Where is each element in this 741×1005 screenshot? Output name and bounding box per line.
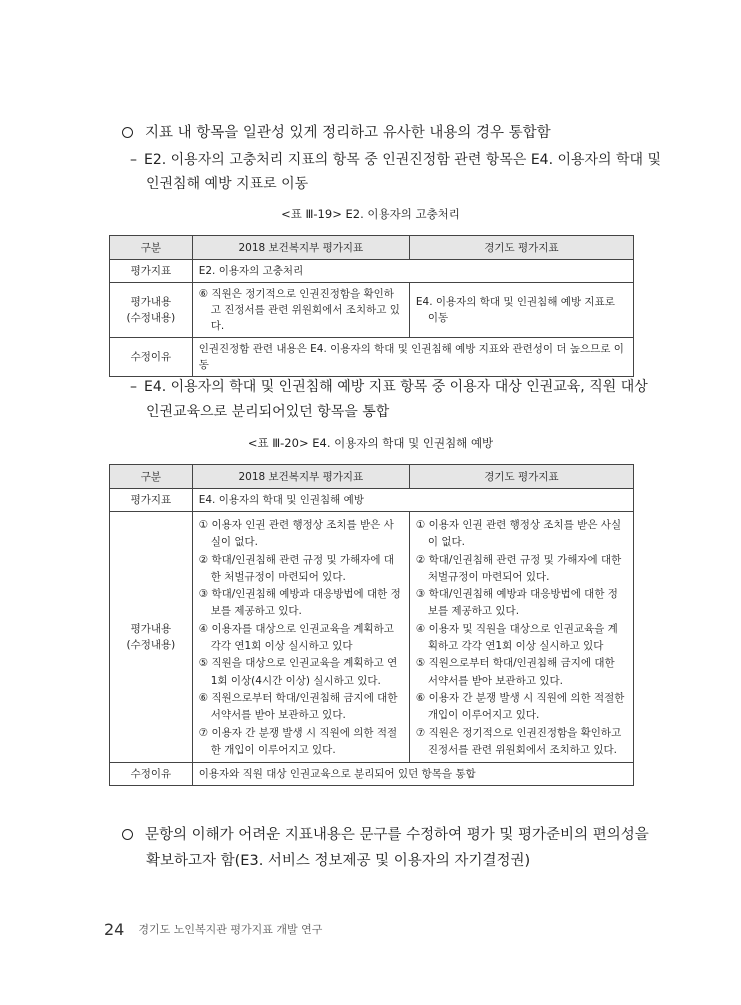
- list-item: ① 이용자 인권 관련 행정상 조치를 받은 사실이 없다.: [198, 519, 394, 549]
- header-category: 구분: [110, 236, 193, 260]
- list-item: ④ 이용자 및 직원을 대상으로 인권교육을 계획하고 각각 연1회 이상 실시하고 있다: [415, 622, 618, 653]
- row-label: [110, 512, 193, 763]
- table-row: [110, 338, 634, 377]
- circle-bullet-icon: [122, 127, 133, 138]
- row-label: 수정이유: [110, 763, 193, 786]
- content-left: [192, 512, 409, 763]
- bullet-item: [122, 123, 551, 143]
- row-value: 인권진정함 관련 내용은 E4. 이용자의 학대 및 인권침해 예방 지표와 관련성이 더 높으므로 이동: [192, 338, 633, 377]
- table-caption: <표 Ⅲ-19> E2. 이용자의 고충처리: [281, 207, 460, 221]
- bullet-text: 문항의 이해가 어려운 지표내용은 문구를 수정하여 평가 및 평가준비의 편의성을: [145, 827, 649, 843]
- dash-item-continuation: 인권침해 예방 지표로 이동: [146, 176, 309, 192]
- list-item: E4. 이용자의 학대 및 인권침해 예방 지표로 이동: [415, 296, 615, 324]
- table-row: [110, 763, 634, 786]
- row-value: E2. 이용자의 고충처리: [192, 260, 633, 283]
- bullet-item: [122, 825, 649, 845]
- table-header-row: [110, 236, 634, 260]
- page-footer: [104, 920, 322, 939]
- dash-marker: –: [130, 152, 137, 168]
- table-e4: [109, 464, 634, 786]
- header-gyeonggi: 경기도 평가지표: [409, 465, 633, 489]
- dash-marker: –: [130, 379, 137, 395]
- table-row: [110, 283, 634, 338]
- document-title: 경기도 노인복지관 평가지표 개발 연구: [138, 923, 323, 936]
- dash-text: E4. 이용자의 학대 및 인권침해 예방 지표 항목 중 이용자 대상 인권교육, 직원 대상: [144, 379, 648, 395]
- list-item: ⑥ 직원으로부터 학대/인권침해 금지에 대한 서약서를 받아 보관하고 있다.: [198, 691, 398, 722]
- dash-item-continuation: 인권교육으로 분리되어있던 항목을 통합: [146, 404, 390, 420]
- row-label-line: 평가내용: [130, 296, 172, 308]
- header-ministry: 2018 보건복지부 평가지표: [192, 236, 409, 260]
- list-item: ⑦ 이용자 간 분쟁 발생 시 직원에 의한 적절한 개입이 이루어지고 있다.: [198, 726, 398, 756]
- row-label-line: 평가내용: [130, 623, 172, 636]
- list-item: ③ 학대/인권침해 예방과 대응방법에 대한 정보를 제공하고 있다.: [198, 588, 401, 618]
- header-ministry: 2018 보건복지부 평가지표: [192, 465, 409, 489]
- list-item: ③ 학대/인권침해 예방과 대응방법에 대한 정보를 제공하고 있다.: [415, 588, 618, 618]
- row-value: 이용자와 직원 대상 인권교육으로 분리되어 있던 항목을 통합: [192, 763, 633, 786]
- dash-item-line: [130, 150, 661, 170]
- table-row: [110, 489, 634, 512]
- list-item: ⑥ 직원은 정기적으로 인권진정함을 확인하고 진정서를 관련 위원회에서 조치하고 있다.: [198, 288, 400, 332]
- table-row: [110, 260, 634, 283]
- list-item: ② 학대/인권침해 관련 규정 및 가해자에 대한 처벌규정이 마련되어 있다.: [415, 553, 622, 583]
- table-header-row: [110, 465, 634, 489]
- content-right: [409, 283, 633, 338]
- list-item: ⑦ 직원은 정기적으로 인권진정함을 확인하고 진정서를 관련 위원회에서 조치하고 있다.: [415, 726, 622, 756]
- content-right: [409, 512, 633, 763]
- list-item: ⑥ 이용자 간 분쟁 발생 시 직원에 의한 적절한 개입이 이루어지고 있다.: [415, 691, 625, 722]
- row-label: 수정이유: [110, 338, 193, 377]
- row-label-line: (수정내용): [126, 312, 176, 324]
- list-item: ⑤ 직원으로부터 학대/인권침해 금지에 대한 서약서를 받아 보관하고 있다.: [415, 657, 615, 687]
- row-label-line: (수정내용): [126, 639, 176, 652]
- table-caption: <표 Ⅲ-20> E4. 이용자의 학대 및 인권침해 예방: [247, 436, 494, 450]
- header-gyeonggi: 경기도 평가지표: [409, 236, 633, 260]
- row-label: [110, 283, 193, 338]
- dash-item-line: [130, 377, 648, 397]
- dash-text: E2. 이용자의 고충처리 지표의 항목 중 인권진정함 관련 항목은 E4. 이용자의 학대 및: [144, 152, 662, 168]
- page-number: 24: [104, 920, 125, 939]
- bullet-continuation: 확보하고자 함(E3. 서비스 정보제공 및 이용자의 자기결정권): [146, 853, 531, 869]
- header-category: 구분: [110, 465, 193, 489]
- row-label: 평가지표: [110, 489, 193, 512]
- list-item: ④ 이용자를 대상으로 인권교육을 계획하고 각각 연1회 이상 실시하고 있다: [198, 622, 394, 653]
- table-e2: [109, 235, 634, 377]
- list-item: ① 이용자 인권 관련 행정상 조치를 받은 사실이 없다.: [415, 519, 622, 549]
- content-left: [192, 283, 409, 338]
- circle-bullet-icon: [122, 829, 133, 840]
- list-item: ② 학대/인권침해 관련 규정 및 가해자에 대한 처벌규정이 마련되어 있다.: [198, 553, 394, 583]
- row-label: 평가지표: [110, 260, 193, 283]
- list-item: ⑤ 직원을 대상으로 인권교육을 계획하고 연1회 이상(4시간 이상) 실시하고 있다.: [198, 657, 398, 687]
- table-row: [110, 512, 634, 763]
- row-value: E4. 이용자의 학대 및 인권침해 예방: [192, 489, 633, 512]
- bullet-text: 지표 내 항목을 일관성 있게 정리하고 유사한 내용의 경우 통합함: [145, 125, 551, 141]
